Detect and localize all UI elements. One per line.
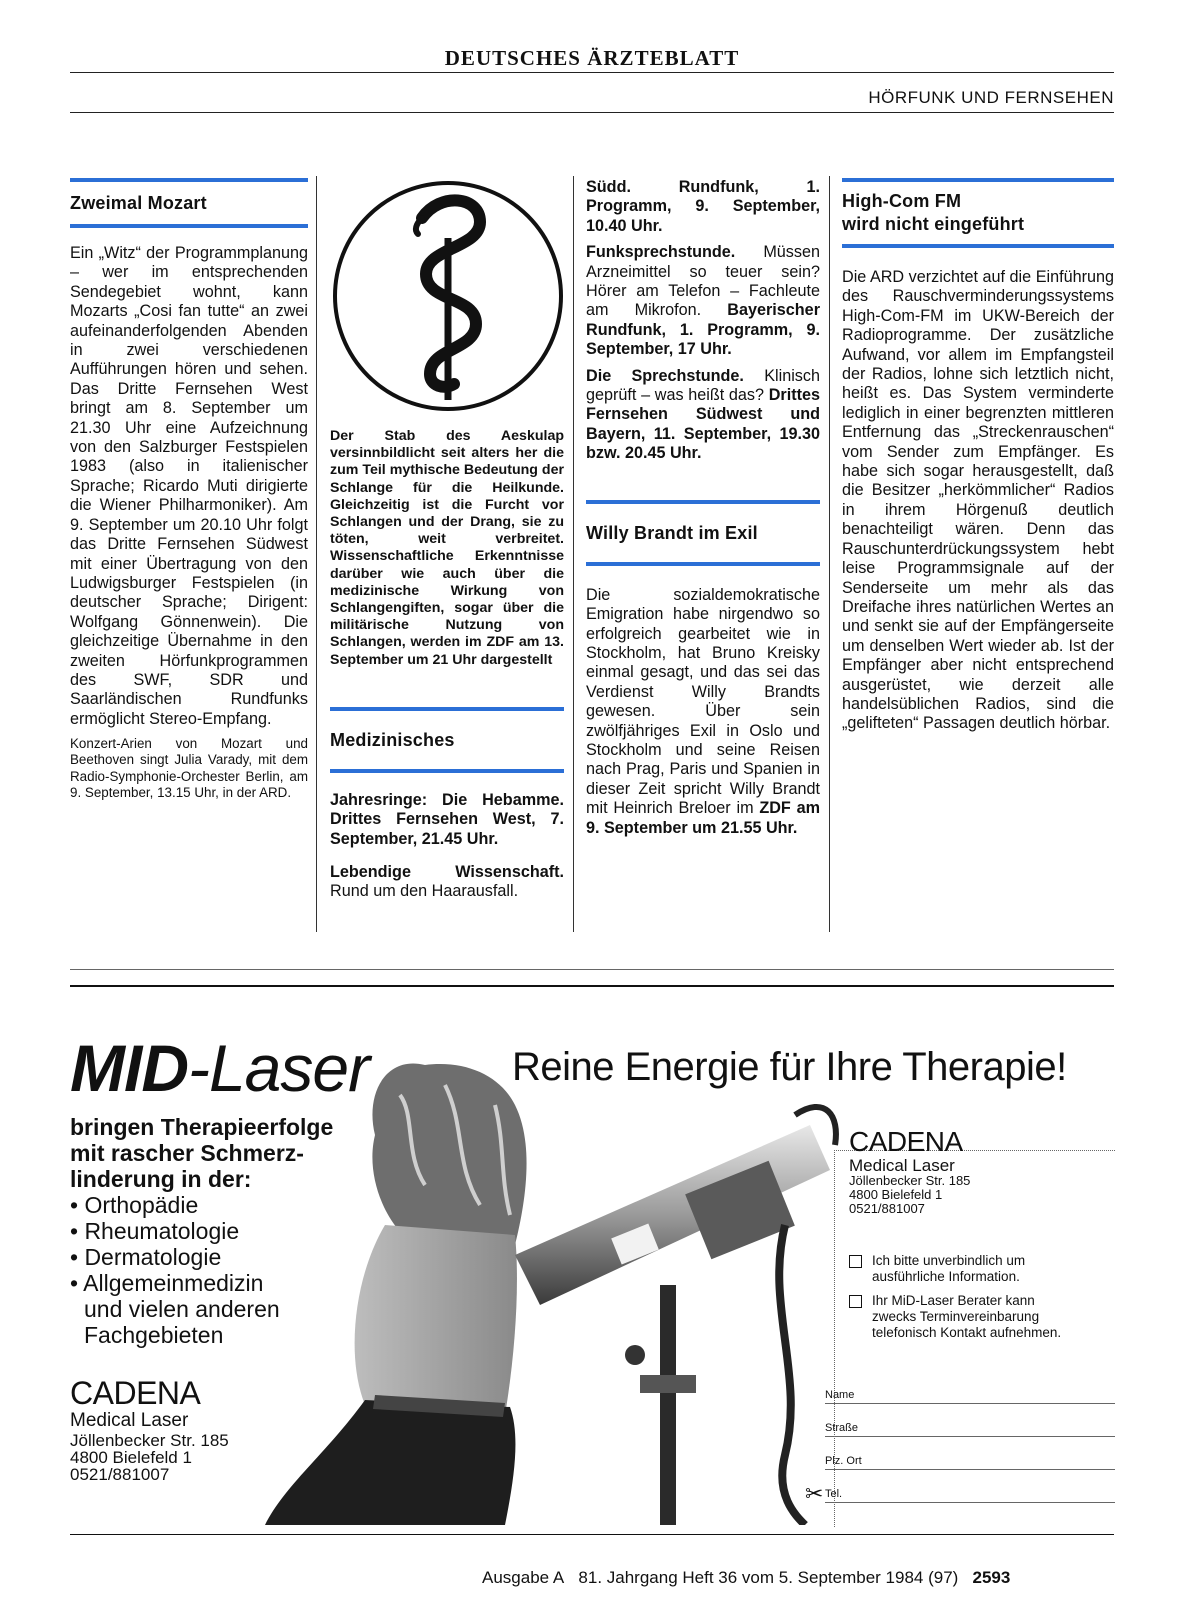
program-entry: Jahresringe: Die Hebamme. Drittes Fernsehen West, 7. September, 21.45 Uhr. (330, 790, 564, 848)
coupon-option-info[interactable]: Ich bitte unverbindlich um ausführliche Information. (849, 1253, 1111, 1285)
page-footer (482, 1568, 1010, 1588)
checkbox[interactable] (849, 1255, 862, 1268)
footer-issue: 81. Jahrgang Heft 36 vom 5. September 1984 (97) (578, 1568, 959, 1587)
program-entry: Funksprechstunde. Müssen Arzneimittel so teuer sein? Hörer am Telefon – Fachleute am Mikrofon. Bayerischer Rundfunk, 1. Programm, 9. September, 17 Uhr. (586, 243, 820, 359)
heading-bar (330, 707, 564, 711)
heading-bar (842, 178, 1114, 182)
article-willy-brandt (586, 178, 820, 845)
program-entry: Lebendige Wissenschaft. Rund um den Haarausfall. (330, 863, 564, 901)
program-entry: Die Sprechstunde. Klinisch geprüft – was heißt das? Drittes Fernsehen Südwest und Bayern, 11. September, 19.30 bzw. 20.45 Uhr. (586, 366, 821, 463)
masthead-rule (70, 72, 1114, 73)
article-zweimal-mozart (70, 178, 308, 808)
ad-address: CADENA Medical Laser Jöllenbecker Str. 185 4800 Bielefeld 1 0521/881007 (70, 1375, 229, 1484)
aesculapian-emblem (330, 178, 566, 414)
ad-list-item: • Rheumatologie (70, 1218, 240, 1244)
ad-list-item: • Allgemeinmedizin (70, 1270, 264, 1296)
heading-bar (586, 562, 820, 566)
coupon-field-name[interactable]: Name (825, 1389, 1115, 1404)
coupon-field-street[interactable]: Straße (825, 1404, 1115, 1437)
checkbox[interactable] (849, 1295, 862, 1308)
ad-list-item: • Orthopädie (70, 1192, 199, 1218)
ad-copy: bringen Therapieerfolge mit rascher Schmerz- linderung in der: • Orthopädie • Rheumatologie • Dermatologie • Allgemeinmedizin und vielen anderen Fachgebieten (70, 1114, 334, 1348)
article-heading: Willy Brandt im Exil (586, 522, 758, 543)
article-body: Die ARD verzichtet auf die Einführung des Rauschverminderungssystems High-Com-FM im UKW-Bereich der Radioprogramme. Der zusätzliche Aufwand, vor allem im Empfangsteil der Radios, lohne sich letztlich nicht, heißt es. Das System verminderte lediglich in einer begrenzten mittleren Entfernung das „Streckenrauschen“ vom Sender zum Empfänger. Es habe sich sogar herausgestellt, daß die Besitzer „herkömmlicher“ Radios in ihrem Hörgenuß deutlich benachteiligt wären. Denn das Rauschunterdrückungssystem hebt leise Programmsignale auf der Senderseite um mehr als das Dreifache ihres natürlichen Wertes an und senkt sie auf der Empfängerseite um denselben Wert wieder ab. Ist der Empfänger aber nicht entsprechend ausgerüstet, wie derzeit alle handelsüblichen Radios, sind die „gelifteten“ Passagen deutlich hörbar. (842, 268, 1114, 733)
aesculapian-staff-icon (330, 178, 566, 414)
scissors-icon: ✂ (805, 1481, 824, 1506)
ad-list-item: • Dermatologie (70, 1244, 222, 1270)
heading-bar (586, 500, 820, 504)
article-heading: High-Com FM wird nicht eingeführt (842, 191, 1025, 234)
laser-device-photo (265, 1055, 850, 1525)
article-note: Konzert-Arien von Mozart und Beethoven singt Julia Varady, mit dem Radio-Symphonie-Orchester Berlin, am 9. September, 13.15 Uhr, in der ARD. (70, 736, 308, 801)
section-rule (70, 112, 1114, 113)
heading-bar (330, 769, 564, 773)
article-medizinisches (330, 178, 564, 909)
column-divider (829, 176, 830, 932)
article-heading: Medizinisches (330, 729, 455, 750)
coupon-field-tel[interactable]: Tel. (825, 1470, 1115, 1503)
article-heading: Zweimal Mozart (70, 193, 207, 213)
heading-bar (842, 244, 1114, 248)
program-entry: Südd. Rundfunk, 1. Programm, 9. September, 10.40 Uhr. (586, 178, 820, 235)
ad-top-rule (70, 969, 1114, 970)
masthead: DEUTSCHES ÄRZTEBLATT (444, 46, 740, 70)
ad-bottom-rule (70, 1534, 1114, 1535)
section-label: HÖRFUNK UND FERNSEHEN (868, 88, 1114, 107)
column-divider (573, 176, 574, 932)
footer-edition: Ausgabe A (482, 1568, 565, 1587)
order-coupon: CADENA Medical Laser Jöllenbecker Str. 185 4800 Bielefeld 1 0521/881007 Ich bitte unverbindlich um ausführliche Information. Ihr MiD-Laser Berater kann zwecks Terminvereinbarung telefonisch Kontakt aufnehmen. Name Straße Plz. Ort Tel. ✂ (834, 1150, 1115, 1527)
article-body: Ein „Witz“ der Programmplanung – wer im entsprechenden Sendegebiet wohnt, kann Mozarts „Cosi fan tutte“ an zwei aufeinanderfolgenden Abenden in zwei verschiedenen Aufführungen hören und sehen. Das Dritte Fernsehen West bringt am 8. September um 21.30 Uhr eine Aufzeichnung von den Salzburger Festspielen 1983 (also in italienischer Sprache; Ricardo Muti dirigierte die Wiener Philharmoniker). Am 9. September um 20.10 Uhr folgt das Dritte Fernsehen Südwest mit einer Übertragung von den Ludwigsburger Festspielen (in deutscher Sprache; Dirigent: Wolfgang Gönnenwein). Die gleichzeitige Übernahme in den zweiten Hörfunkprogrammen des SWF, SDR und Saarländischen Rundfunks ermöglicht Stereo-Empfang. (70, 244, 308, 728)
ad-top-rule (70, 985, 1114, 987)
column-divider (316, 176, 317, 932)
ad-slogan: Reine Energie für Ihre Therapie! (512, 1045, 1067, 1089)
page-number: 2593 (972, 1568, 1011, 1587)
heading-bar (70, 178, 308, 182)
ad-photo (265, 1055, 850, 1525)
article-high-com (842, 178, 1114, 741)
heading-bar (70, 224, 308, 228)
coupon-field-city[interactable]: Plz. Ort (825, 1437, 1115, 1470)
image-caption: Der Stab des Aeskulap versinnbildlicht seit alters her die zum Teil mythische Bedeutung der Schlange für die Heilkunde. Gleichzeitig ist die Furcht vor Schlangen und der Drang, sie zu töten, weit verbreitet. Wissenschaftliche Erkenntnisse darüber wie auch über die medizinische Wirkung von Schlangengiften, sogar über die militärische Nutzung von Schlangen, werden im ZDF am 13. September um 21 Uhr dargestellt (330, 428, 564, 668)
ad-logo: MID-Laser (70, 1031, 370, 1105)
coupon-option-contact[interactable]: Ihr MiD-Laser Berater kann zwecks Terminvereinbarung telefonisch Kontakt aufnehmen. (849, 1293, 1111, 1341)
article-body: Die sozialdemokratische Emigration habe nirgendwo so erfolgreich gearbeitet wie in Stockholm, hat Bruno Kreisky einmal gesagt, und das sei das Verdienst Willy Brandts gewesen. Über sein zwölfjähriges Exil in Oslo und Stockholm und seine Reisen nach Prag, Paris und Spanien in dieser Zeit spricht Willy Brandt mit Heinrich Breloer im ZDF am 9. September um 21.55 Uhr. (586, 585, 820, 837)
